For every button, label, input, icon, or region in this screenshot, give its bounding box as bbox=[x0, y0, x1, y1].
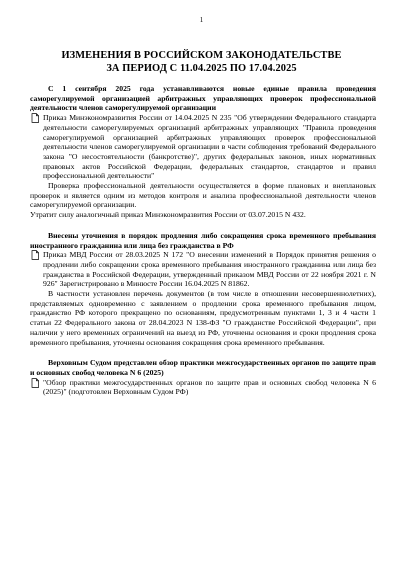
section-3-item-text: "Обзор практики межгосударственных органов по защите прав и основных свобод человека N 6 (2025)" (подготовлен Верховным Судом РФ) bbox=[43, 377, 376, 397]
document-icon bbox=[30, 113, 40, 123]
document-body bbox=[30, 84, 376, 397]
section-1-item-text: Приказ Минэкономразвития России от 14.04.2025 N 235 "Об утверждении Федерального стандарта деятельности саморегулируемых организаций арбитражных управляющих "Правила проведения саморегулируемой организацией арбитражных управляющих проверок профессиональной деятельности членов саморегулируемой организации в части соблюдения требований Федерального закона "О несостоятельности (банкротстве)", других федеральных законов, иных нормативных правовых актов Российской Федерации, федеральных стандартов, стандартов и правил профессиональной деятельности" bbox=[43, 113, 376, 181]
section-1-paragraph-2: Утратит силу аналогичный приказ Минэкономразвития России от 03.07.2015 N 432. bbox=[30, 210, 306, 220]
page-number: 1 bbox=[199, 16, 204, 24]
title-line-2: ЗА ПЕРИОД С 11.04.2025 ПО 17.04.2025 bbox=[106, 63, 297, 74]
section-1-document-item bbox=[30, 113, 376, 181]
section-3-lead: Верховным Судом представлен обзор практики межгосударственных органов по защите прав и основных свобод человека N 6 (2025) bbox=[30, 358, 376, 377]
section-1-lead: С 1 сентября 2025 года устанавливаются новые единые правила проведения саморегулируемой организацией арбитражных управляющих проверок профессиональной деятельности членов саморегулируемой организации bbox=[30, 84, 376, 113]
section-1-paragraph-1: Проверка профессиональной деятельности осуществляется в форме плановых и внеплановых проверок и является одним из методов контроля и анализа профессиональной деятельности членов саморегулируемой организации. bbox=[30, 181, 376, 210]
section-2-document-item bbox=[30, 250, 376, 289]
section-2-item-text: Приказ МВД России от 28.03.2025 N 172 "О внесении изменений в Порядок принятия решения о продлении либо сокращении срока временного пребывания иностранного гражданина или лица без гражданства в Российской Федерации, утвержденный приказом МВД России от 22 ноября 2021 г. N 926" Зарегистрировано в Минюсте России 16.04.2025 N 81862. bbox=[43, 250, 376, 289]
section-2-lead: Внесены уточнения в порядок продления либо сокращения срока временного пребывания иностранного гражданина или лица без гражданства в РФ bbox=[30, 230, 376, 250]
document-icon bbox=[30, 378, 40, 388]
section-3-document-item bbox=[30, 378, 376, 397]
document-title bbox=[0, 49, 403, 75]
document-icon bbox=[30, 250, 40, 260]
section-2-paragraph-1: В частности установлен перечень документов (в том числе в отношении несовершеннолетних), представляемых одновременно с заявлением о продлении срока временного пребывания лицом, гражданство РФ которого прекращено по основаниям, предусмотренным пунктами 1, 3 и 4 части 1 статьи 22 Федерального закона от 28.04.2023 N 138-ФЗ "О гражданстве Российской Федерации", при наличии у него временных ограничений на выезд из РФ, уточнены основания и сроки продления срока временного пребывания, уточнены основания сокращения срока временного пребывания. bbox=[30, 289, 376, 347]
title-line-1: ИЗМЕНЕНИЯ В РОССИЙСКОМ ЗАКОНОДАТЕЛЬСТВЕ bbox=[61, 50, 342, 61]
